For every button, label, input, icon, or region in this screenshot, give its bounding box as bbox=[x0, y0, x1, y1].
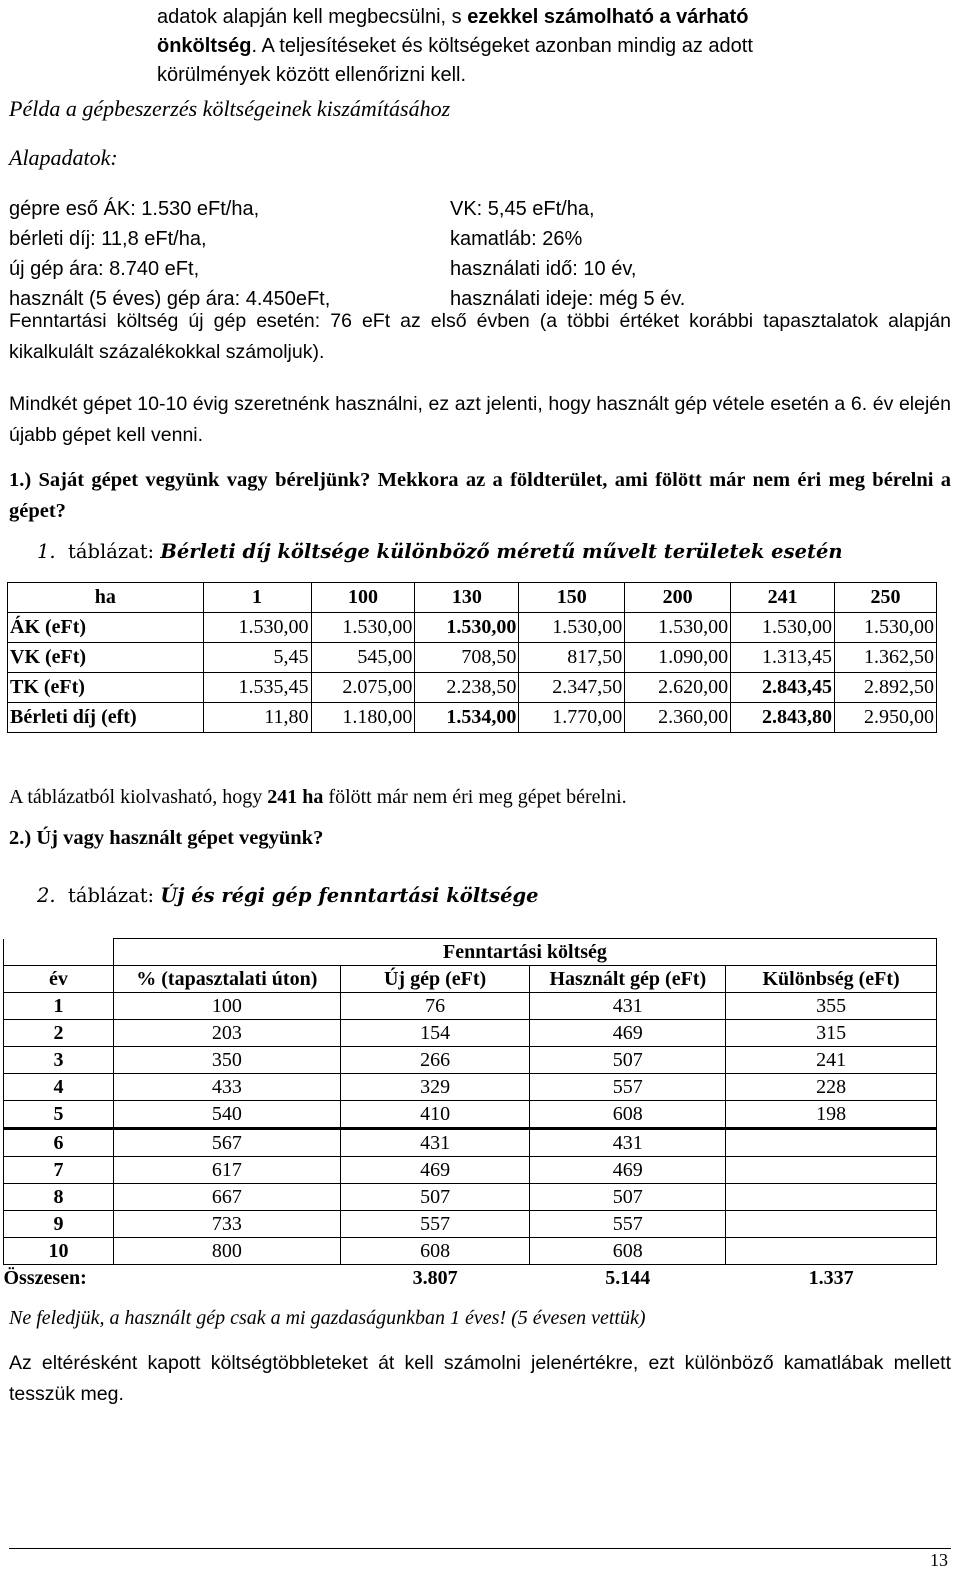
table-row bbox=[4, 1211, 937, 1238]
table-cell: 266 bbox=[340, 1047, 530, 1074]
note-text: Ne feledjük, a használt gép csak a mi gazdaságunkban 1 éves! (5 évesen vettük) bbox=[9, 1307, 646, 1329]
table-cell: 567 bbox=[113, 1129, 340, 1157]
table-cell: 1.530,00 bbox=[203, 613, 311, 643]
basics-item: új gép ára: 8.740 eFt, bbox=[9, 258, 200, 280]
row-label: ÁK (eFt) bbox=[8, 613, 204, 643]
table-header-cell: Új gép (eFt) bbox=[340, 966, 530, 993]
intro-line-1: adatok alapján kell megbecsülni, s ezekkel számolható a várható bbox=[157, 6, 749, 28]
table-cell: 2.360,00 bbox=[625, 703, 731, 733]
table-cell: 507 bbox=[340, 1184, 530, 1211]
table-cell: 2.620,00 bbox=[625, 673, 731, 703]
total-label: Összesen: bbox=[3, 1266, 87, 1289]
year-cell: 10 bbox=[4, 1238, 114, 1265]
table-cell: 557 bbox=[530, 1074, 726, 1101]
table-header-cell: % (tapasztalati úton) bbox=[113, 966, 340, 993]
table-cell: 5,45 bbox=[203, 643, 311, 673]
table-cell: 708,50 bbox=[415, 643, 519, 673]
table-cell: 431 bbox=[340, 1129, 530, 1157]
basics-item: gépre eső ÁK: 1.530 eFt/ha, bbox=[9, 198, 260, 220]
table-cell: 1.530,00 bbox=[519, 613, 625, 643]
table-cell: 608 bbox=[340, 1238, 530, 1265]
maintenance-cost-table bbox=[3, 938, 937, 1291]
table-row bbox=[4, 1184, 937, 1211]
basics-item: VK: 5,45 eFt/ha, bbox=[450, 198, 595, 220]
table-cell: 1.530,00 bbox=[731, 613, 835, 643]
table-cell: 2.238,50 bbox=[415, 673, 519, 703]
intro-line-2: önköltség. A teljesítéseket és költségeket azonban mindig az adott bbox=[157, 35, 753, 57]
table-cell: 1.535,45 bbox=[203, 673, 311, 703]
table-cell: 329 bbox=[340, 1074, 530, 1101]
table-cell: 100 bbox=[113, 993, 340, 1020]
table-cell bbox=[726, 1157, 937, 1184]
table-header-cell: 250 bbox=[835, 583, 937, 613]
table-cell: 1.337 bbox=[808, 1266, 854, 1289]
table-cell: 469 bbox=[340, 1157, 530, 1184]
table-cell: 1.180,00 bbox=[311, 703, 415, 733]
year-cell: 4 bbox=[4, 1074, 114, 1101]
table-header-cell: ha bbox=[8, 583, 204, 613]
maintenance-paragraph: Fenntartási költség új gép esetén: 76 eFt az első évben (a többi értéket korábbi tapasztalatok alapján kikalkulált százalékokkal számoljuk). bbox=[9, 310, 951, 363]
table-cell: 11,80 bbox=[203, 703, 311, 733]
basics-item: használati idő: 10 év, bbox=[450, 258, 637, 280]
year-cell: 2 bbox=[4, 1020, 114, 1047]
table-cell: 433 bbox=[113, 1074, 340, 1101]
table-header-cell: 130 bbox=[415, 583, 519, 613]
table2-caption: 2. táblázat: Új és régi gép fenntartási költsége bbox=[37, 884, 539, 907]
table-header-cell: Használt gép (eFt) bbox=[530, 966, 726, 993]
table-row bbox=[8, 673, 937, 703]
table-row bbox=[4, 1074, 937, 1101]
table-row bbox=[4, 1157, 937, 1184]
table-cell: 557 bbox=[530, 1211, 726, 1238]
basics-item: használt (5 éves) gép ára: 4.450eFt, bbox=[9, 288, 331, 310]
table-cell: 76 bbox=[340, 993, 530, 1020]
table-cell: 817,50 bbox=[519, 643, 625, 673]
table-total-row bbox=[4, 1265, 937, 1292]
table-cell: 1.530,00 bbox=[311, 613, 415, 643]
table-cell: 2.843,45 bbox=[731, 673, 835, 703]
table-cell: 733 bbox=[113, 1211, 340, 1238]
table-cell: 3.807 bbox=[412, 1266, 458, 1289]
table-header-cell: 241 bbox=[731, 583, 835, 613]
table-cell: 557 bbox=[340, 1211, 530, 1238]
basics-label: Alapadatok: bbox=[9, 145, 118, 170]
table-cell: 2.075,00 bbox=[311, 673, 415, 703]
intro-line-3: körülmények között ellenőrizni kell. bbox=[157, 64, 467, 86]
table-cell: 1.362,50 bbox=[835, 643, 937, 673]
table-row bbox=[4, 1020, 937, 1047]
both-machines-paragraph: Mindkét gépet 10-10 évig szeretnénk használni, ez azt jelenti, hogy használt gép vétele esetén a 6. év elején újabb gépet kell venni. bbox=[9, 393, 951, 446]
table-cell: 540 bbox=[113, 1101, 340, 1129]
basics-right-column bbox=[450, 194, 685, 314]
table-cell: 2.950,00 bbox=[835, 703, 937, 733]
year-cell: 3 bbox=[4, 1047, 114, 1074]
table-cell: 667 bbox=[113, 1184, 340, 1211]
final-paragraph: Az eltérésként kapott költségtöbbleteket át kell számolni jelenértékre, ezt különböző kamatlábak mellett tesszük meg. bbox=[9, 1352, 951, 1405]
table-cell: 203 bbox=[113, 1020, 340, 1047]
table-cell: 507 bbox=[530, 1184, 726, 1211]
row-label: VK (eFt) bbox=[8, 643, 204, 673]
table-cell: 2.892,50 bbox=[835, 673, 937, 703]
table-cell: 228 bbox=[726, 1074, 937, 1101]
table-cell: 241 bbox=[726, 1047, 937, 1074]
year-cell: 1 bbox=[4, 993, 114, 1020]
table-cell: 5.144 bbox=[605, 1266, 651, 1289]
table1-caption: 1. táblázat: Bérleti díj költsége különböző méretű művelt területek esetén bbox=[37, 540, 843, 563]
table-header-cell: Különbség (eFt) bbox=[726, 966, 937, 993]
table-cell: 1.090,00 bbox=[625, 643, 731, 673]
table-cell: 800 bbox=[113, 1238, 340, 1265]
row-label: Bérleti díj (eft) bbox=[8, 703, 204, 733]
super-header-cell: Fenntartási költség bbox=[113, 939, 936, 966]
table-header-row bbox=[4, 966, 937, 993]
table-cell bbox=[726, 1238, 937, 1265]
table-cell: 1.530,00 bbox=[625, 613, 731, 643]
table-super-header-row bbox=[4, 939, 937, 966]
table-row bbox=[4, 1101, 937, 1129]
table-row bbox=[8, 703, 937, 733]
table-header-cell: 150 bbox=[519, 583, 625, 613]
table-cell: 350 bbox=[113, 1047, 340, 1074]
basics-item: használati ideje: még 5 év. bbox=[450, 288, 686, 310]
table-cell: 154 bbox=[340, 1020, 530, 1047]
table-row bbox=[4, 1129, 937, 1157]
question-2: 2.) Új vagy használt gépet vegyünk? bbox=[9, 827, 324, 849]
table-cell: 355 bbox=[726, 993, 937, 1020]
table-row bbox=[4, 1238, 937, 1265]
table-cell: 617 bbox=[113, 1157, 340, 1184]
year-cell: 9 bbox=[4, 1211, 114, 1238]
year-cell: 6 bbox=[4, 1129, 114, 1157]
conclusion-text: A táblázatból kiolvasható, hogy 241 ha fölött már nem éri meg gépet bérelni. bbox=[9, 786, 627, 808]
table-cell: 2.843,80 bbox=[731, 703, 835, 733]
table-cell: 1.534,00 bbox=[415, 703, 519, 733]
year-cell: 5 bbox=[4, 1101, 114, 1129]
table-cell: 1.313,45 bbox=[731, 643, 835, 673]
table-cell: 431 bbox=[530, 1129, 726, 1157]
table-cell: 315 bbox=[726, 1020, 937, 1047]
page-number: 13 bbox=[930, 1550, 948, 1570]
table-header-cell: 200 bbox=[625, 583, 731, 613]
table-cell: 608 bbox=[530, 1238, 726, 1265]
table-cell: 469 bbox=[530, 1020, 726, 1047]
table-header-cell: 1 bbox=[203, 583, 311, 613]
table-row bbox=[8, 643, 937, 673]
basics-item: kamatláb: 26% bbox=[450, 228, 583, 250]
table-cell bbox=[726, 1211, 937, 1238]
table-row bbox=[4, 1047, 937, 1074]
year-cell: 8 bbox=[4, 1184, 114, 1211]
table-cell bbox=[726, 1129, 937, 1157]
table-cell: 2.347,50 bbox=[519, 673, 625, 703]
question-1: 1.) Saját gépet vegyünk vagy béreljünk? Mekkora az a földterület, ami fölött már nem éri meg bérelni a gépet? bbox=[9, 469, 951, 522]
example-title: Példa a gépbeszerzés költségeinek kiszámításához bbox=[9, 96, 451, 121]
table-cell: 507 bbox=[530, 1047, 726, 1074]
footer-divider bbox=[9, 1548, 951, 1549]
basics-item: bérleti díj: 11,8 eFt/ha, bbox=[9, 228, 207, 250]
year-cell: 7 bbox=[4, 1157, 114, 1184]
table-row bbox=[8, 613, 937, 643]
table-cell: 1.530,00 bbox=[415, 613, 519, 643]
table-cell: 469 bbox=[530, 1157, 726, 1184]
table-header-row bbox=[8, 583, 937, 613]
table-row bbox=[4, 993, 937, 1020]
basics-left-column bbox=[9, 194, 330, 314]
table-cell: 410 bbox=[340, 1101, 530, 1129]
table-header-cell: év bbox=[4, 966, 114, 993]
table-cell: 198 bbox=[726, 1101, 937, 1129]
table-header-cell: 100 bbox=[311, 583, 415, 613]
table-cell: 608 bbox=[530, 1101, 726, 1129]
row-label: TK (eFt) bbox=[8, 673, 204, 703]
rental-cost-table bbox=[7, 582, 937, 733]
table-cell bbox=[113, 1265, 340, 1292]
table-cell: 1.770,00 bbox=[519, 703, 625, 733]
table-cell: 1.530,00 bbox=[835, 613, 937, 643]
table-cell: 431 bbox=[530, 993, 726, 1020]
table-cell: 545,00 bbox=[311, 643, 415, 673]
table-cell bbox=[726, 1184, 937, 1211]
